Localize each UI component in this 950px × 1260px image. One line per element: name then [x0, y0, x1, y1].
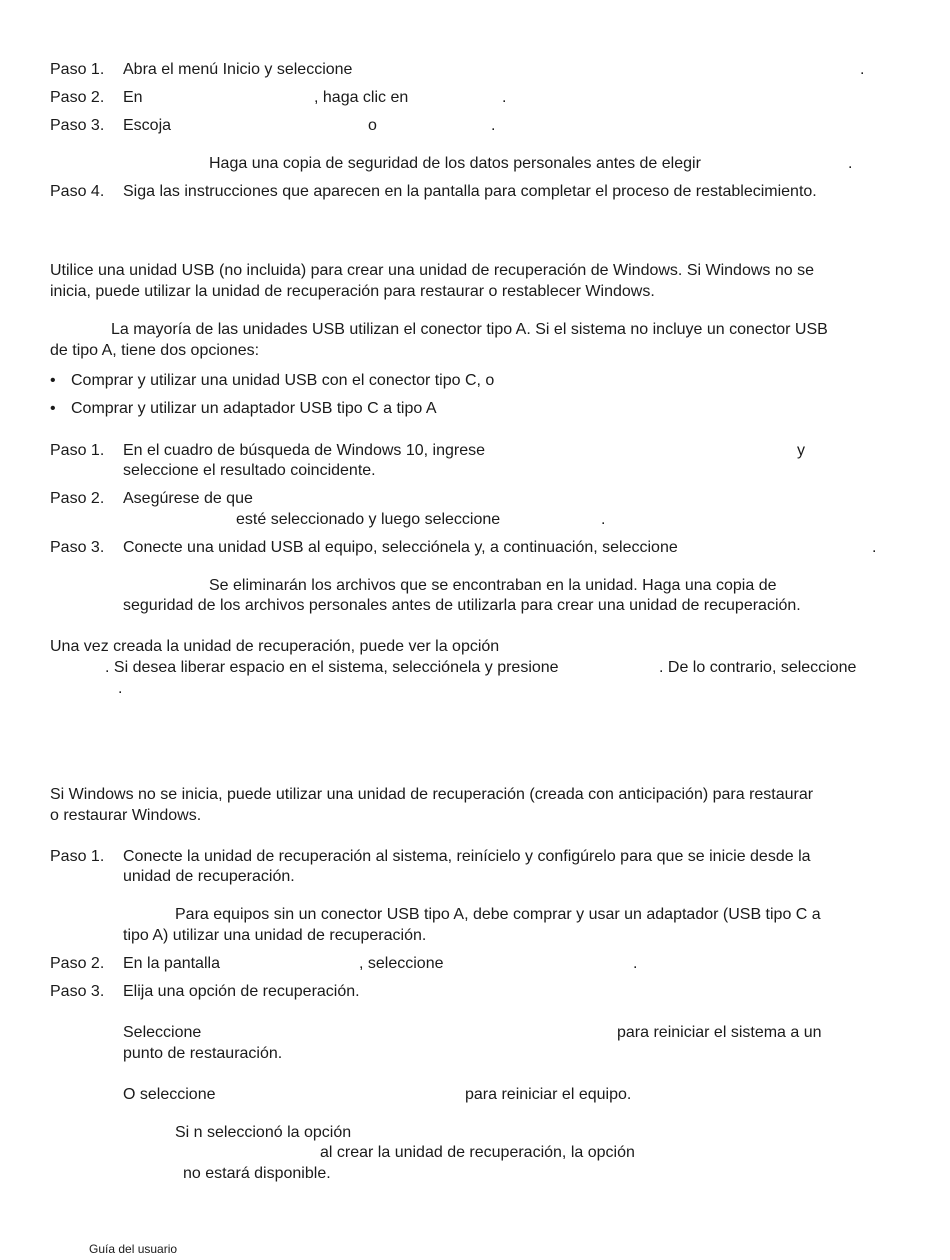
step-text: , seleccione	[359, 955, 444, 972]
note-line: tipo A) utilizar una unidad de recuperación.	[123, 927, 427, 944]
step-text: seleccione el resultado coincidente.	[123, 462, 376, 479]
step-text: , haga clic en	[314, 89, 409, 106]
step-period: .	[633, 955, 638, 972]
step-text: o	[368, 117, 377, 134]
step-text: Abra el menú Inicio y seleccione	[123, 61, 353, 78]
step-text: Conecte una unidad USB al equipo, selecciónela y, a continuación, seleccione	[123, 539, 678, 556]
step-text: Siga las instrucciones que aparecen en la pantalla para completar el proceso de restablecimiento.	[123, 183, 817, 200]
step-text: En el cuadro de búsqueda de Windows 10, ingrese	[123, 442, 486, 459]
note-text: Haga una copia de seguridad de los datos personales antes de elegir	[209, 155, 701, 172]
step-label: Paso 4.	[50, 183, 105, 200]
step-period: .	[491, 117, 496, 134]
bullet-dot: •	[50, 400, 56, 417]
note-line: de tipo A, tiene dos opciones:	[50, 342, 260, 359]
bullet-dot: •	[50, 372, 56, 389]
bullet-item: Comprar y utilizar una unidad USB con el conector tipo C, o	[71, 372, 495, 389]
step-text: Elija una opción de recuperación.	[123, 983, 360, 1000]
page-footer: Guía del usuario	[89, 1242, 178, 1256]
step-label: Paso 3.	[50, 983, 105, 1000]
paragraph-line: Utilice una unidad USB (no incluida) para crear una unidad de recuperación de Windows. Si Windows no se	[50, 262, 814, 279]
option-text: punto de restauración.	[123, 1045, 283, 1062]
step-label: Paso 1.	[50, 848, 105, 865]
step-text: Conecte la unidad de recuperación al sistema, reinícielo y configúrelo para que se inicie desde la	[123, 848, 811, 865]
step-text: En la pantalla	[123, 955, 220, 972]
step-period: .	[872, 539, 877, 556]
paragraph-line: . De lo contrario, seleccione	[659, 659, 857, 676]
paragraph-line: inicia, puede utilizar la unidad de recuperación para restaurar o restablecer Windows.	[50, 283, 655, 300]
step-text: En	[123, 89, 143, 106]
step-label: Paso 3.	[50, 117, 105, 134]
step-text: esté seleccionado y luego seleccione	[236, 511, 501, 528]
option-text: O seleccione	[123, 1086, 216, 1103]
step-text: unidad de recuperación.	[123, 868, 295, 885]
step-label: Paso 2.	[50, 490, 105, 507]
paragraph-line: . Si desea liberar espacio en el sistema, selecciónela y presione	[105, 659, 559, 676]
step-period: .	[502, 89, 507, 106]
option-text: Seleccione	[123, 1024, 202, 1041]
step-text: Asegúrese de que	[123, 490, 253, 507]
step-text: y	[797, 442, 805, 459]
step-label: Paso 2.	[50, 89, 105, 106]
paragraph-line: Si Windows no se inicia, puede utilizar una unidad de recuperación (creada con anticipación) para restaurar	[50, 786, 814, 803]
step-label: Paso 1.	[50, 61, 105, 78]
paragraph-line: o restaurar Windows.	[50, 807, 202, 824]
option-text: para reiniciar el sistema a un	[617, 1024, 822, 1041]
note-line: La mayoría de las unidades USB utilizan el conector tipo A. Si el sistema no incluye un conector USB	[111, 321, 828, 338]
step-label: Paso 3.	[50, 539, 105, 556]
tip-line: al crear la unidad de recuperación, la opción	[320, 1144, 635, 1161]
note-period: .	[848, 155, 853, 172]
step-period: .	[601, 511, 606, 528]
warning-line: Se eliminarán los archivos que se encontraban en la unidad. Haga una copia de	[209, 577, 777, 594]
warning-line: seguridad de los archivos personales antes de utilizarla para crear una unidad de recuperación.	[123, 597, 801, 614]
step-label: Paso 1.	[50, 442, 105, 459]
note-line: Para equipos sin un conector USB tipo A, debe comprar y usar un adaptador (USB tipo C a	[175, 906, 821, 923]
step-period: .	[860, 61, 865, 78]
paragraph-period: .	[118, 680, 123, 697]
option-text: para reiniciar el equipo.	[465, 1086, 632, 1103]
step-text: Escoja	[123, 117, 172, 134]
bullet-item: Comprar y utilizar un adaptador USB tipo C a tipo A	[71, 400, 437, 417]
tip-line: Si n seleccionó la opción	[175, 1124, 352, 1141]
step-label: Paso 2.	[50, 955, 105, 972]
paragraph-line: Una vez creada la unidad de recuperación, puede ver la opción	[50, 638, 500, 655]
tip-line: no estará disponible.	[183, 1165, 331, 1182]
